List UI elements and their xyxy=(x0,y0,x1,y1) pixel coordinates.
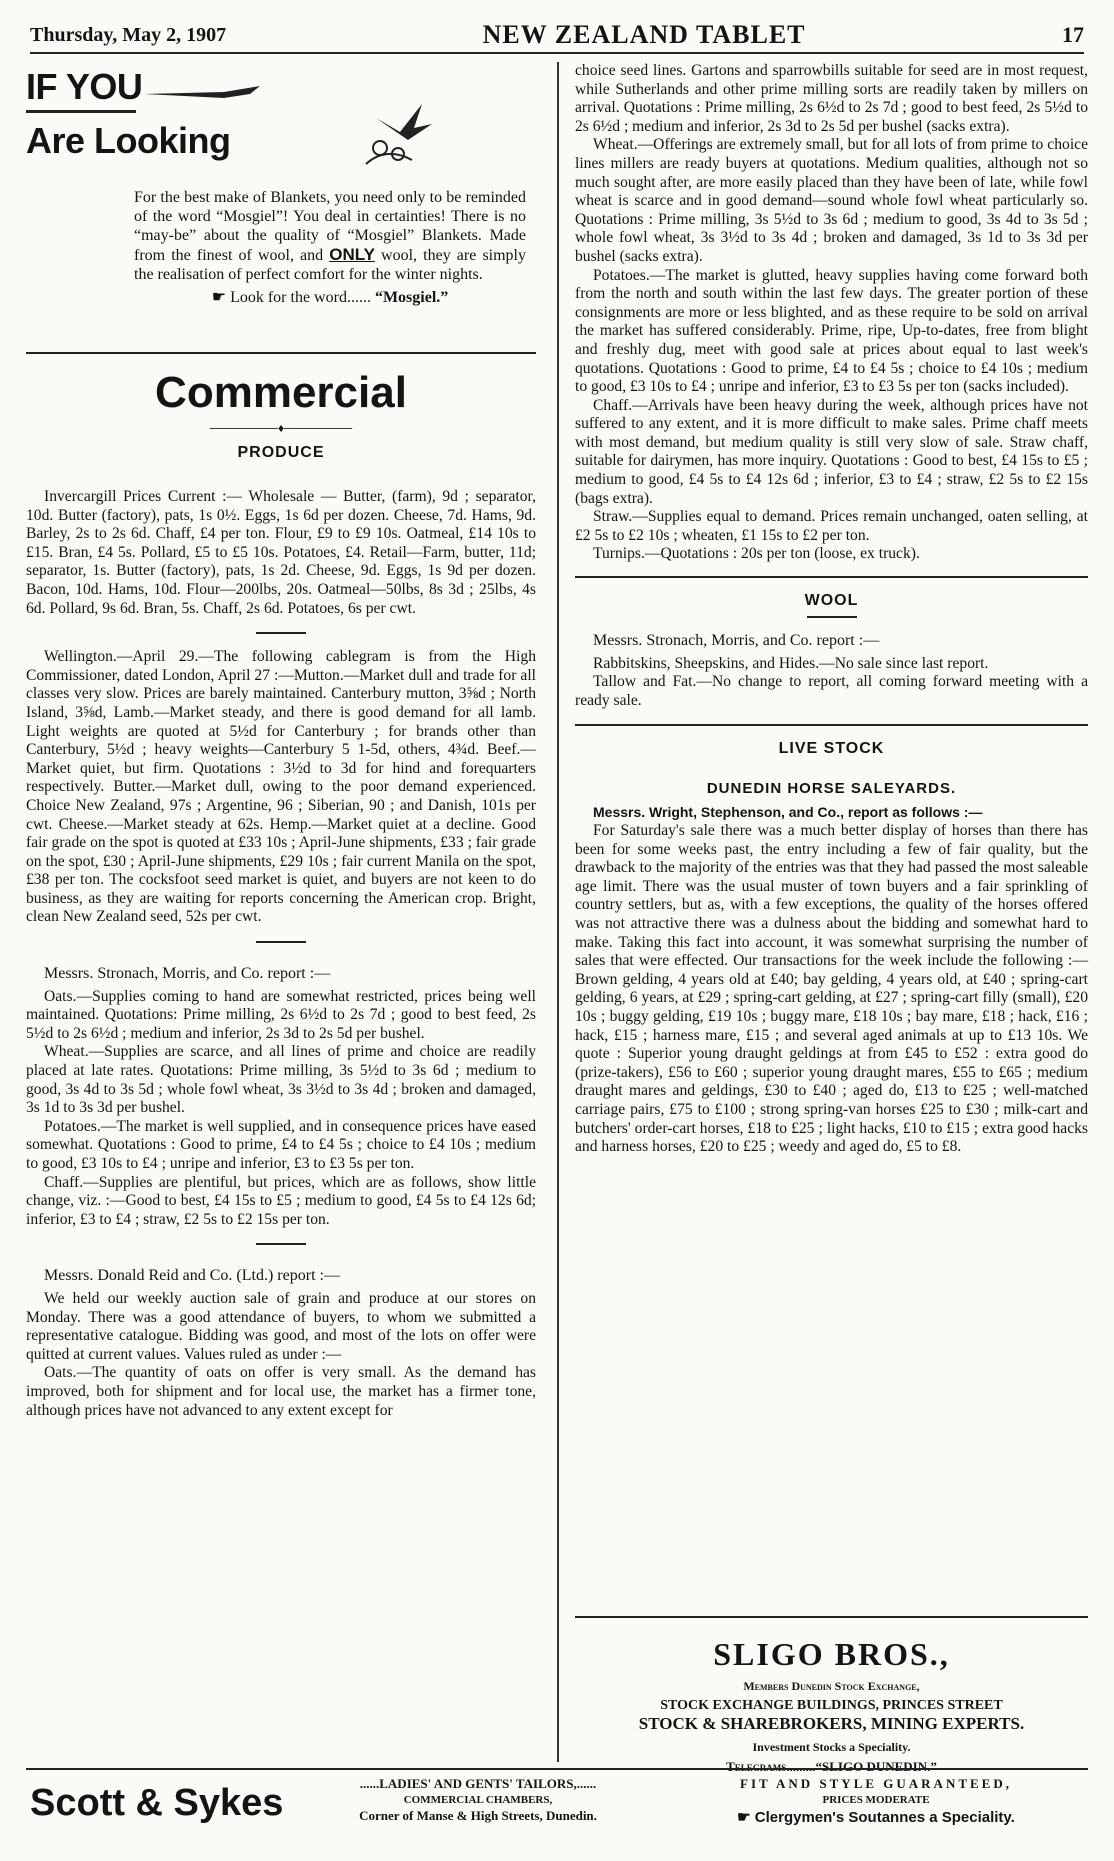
oats-continued: choice seed lines. Gartons and sparrowbills suitable for seed are in most request, while Sutherlands and other prime milling sorts are readily taken by millers on arrival. Quotations : Prime milling, 2s 6½d to 2s 7d ; good to best feed, 2s 5½d to 2s 6½d ; medium and inferior, 2s 3d to 2s 5d per bushel (sacks extra). xyxy=(575,62,1088,135)
reid-potatoes: Potatoes.—The market is glutted, heavy supplies having come forward both from the north and south within the last few days. The greater portion of these consignments are more or less blighted, and as these require to be sold on arrival the market has suffered considerably. Prime, ripe, Up-to-dates, free from blight and freshly dug, meet with good sale at prices about equal to last week's quotations. Quotations : Good to prime, £4 to £4 5s ; choice to £4 10s ; medium to good, £3 10s to £4 ; unripe and inferior, £3 to £3 5s per ton (sacks included). xyxy=(575,266,1088,396)
page-header xyxy=(30,18,1084,54)
chambers-line: COMMERCIAL CHAMBERS, xyxy=(403,1794,553,1806)
right-column xyxy=(575,62,1088,1774)
sligo-brokers: STOCK & SHAREBROKERS, MINING EXPERTS. xyxy=(638,1714,1025,1733)
corner-line: Corner of Manse & High Streets, Dunedin. xyxy=(359,1808,597,1823)
livestock-heading: LIVE STOCK xyxy=(778,740,885,758)
title-ornament: ────────♦──────── xyxy=(209,421,353,435)
pointing-hand-icon: ☛ xyxy=(737,1809,751,1826)
produce-heading: PRODUCE xyxy=(237,444,325,461)
ad-body: For the best make of Blankets, you need only to be reminded of the word “Mosgiel”! You deal in certainties! There is no “may-be” about the quality of “Mosgiel” Blankets. Made from the finest of wool, and ONLY wool, they are simply the realisation of perfect comfort for the winter nights. ☛ Look for the word...... “Mosgiel.” xyxy=(134,189,527,306)
divider xyxy=(256,632,306,634)
stronach-chaff: Chaff.—Supplies are plentiful, but prices, which are as follows, show little change, viz. :—Good to best, £4 15s to £5 ; medium to good, £4 5s to £4 12s 6d; inferior, £3 to £4 ; straw, £2 5s to £2 15s per ton. xyxy=(26,1173,536,1228)
hand-pointer-icon xyxy=(144,80,264,102)
commercial-title: Commercial xyxy=(155,368,407,417)
stronach-wheat: Wheat.—Supplies are scarce, and all lines of prime and choice are readily placed at late rates. Quotations: Prime milling, 3s 5½d to 3s 6d ; medium to good, 3s 4d to 3s 5d ; whole fowl wheat, 3s 3½d to 3s 4d ; broken and damaged, 3s 1d to 3s 3d per bushel. xyxy=(26,1043,536,1117)
section-rule xyxy=(575,576,1088,578)
horse-sale-report: For Saturday's sale there was a much better display of horses than there has been for some weeks past, the entry including a few of fair quality, but the drawback to the majority of the entries was that they had passed the most saleable age limit. There was the usual muster of town buyers and a fair sprinkling of country settlers, but as, with a few exceptions, the quality of the horses offered was not attractive there was a dulness about the bidding and somewhat hard to make. Taking this fact into account, it was somewhat surprising the number of sales that were effected. Our transactions for the week include the following :—Brown gelding, 4 years old at £40; bay gelding, 4 years old, at £40 ; spring-cart gelding, 6 years, at £29 ; spring-cart gelding, at £27 ; spring-cart filly (small), £20 10s ; buggy gelding, £19 10s ; buggy mare, £18 10s ; bay mare, £18 ; hack, £16 ; hack, £15 ; harness mare, £15 ; and several aged animals at up to £13 10s. We quote : Superior young draught geldings at from £45 to £52 : extra good do (prize-takers), £56 to £60 ; superior young draught mares, £55 to £65 ; medium draught mares and geldings, £30 to £40 ; aged do, £13 to £25 ; well-matched carriage pairs, £75 to £100 ; strong spring-van horses £25 to £30 ; milk-cart and butchers' order-cart horses, £18 to £25 ; light hacks, £10 to £15 ; extra good hacks and harness horses, £20 to £25 ; weedy and aged do, £5 to £8. xyxy=(575,822,1088,1156)
firm-name: Scott & Sykes xyxy=(30,1782,284,1824)
sligo-ad xyxy=(575,1616,1088,1782)
mosgiel-ad xyxy=(26,62,536,354)
ad-underline xyxy=(26,110,136,113)
stronach-potatoes: Potatoes.—The market is well supplied, and in consequence prices have eased somewhat. Quotations : Good to prime, £4 to £4 5s ; choice to £4 10s ; medium to good, £3 10s to £4 ; unripe and inferior, £3 to £3 5s per ton. xyxy=(26,1117,536,1172)
wool-heading: WOOL xyxy=(804,592,859,610)
reid-oats: Oats.—The quantity of oats on offer is very small. As the demand has improved, both for shipment and for local use, the market has a firmer tone, although prices have not advanced to any extent except for xyxy=(26,1364,536,1419)
ad-title-line2: Are Looking xyxy=(26,120,231,161)
wool-tallow: Tallow and Fat.—No change to report, all coming forward meeting with a ready sale. xyxy=(575,673,1088,709)
reid-straw: Straw.—Supplies equal to demand. Prices remain unchanged, oaten selling, at £2 5s to £2 10s ; wheaten, £1 15s to £2 per ton. xyxy=(575,508,1088,544)
ad-only: ONLY xyxy=(329,245,375,264)
sligo-name: SLIGO BROS., xyxy=(713,1636,950,1672)
wright-report-heading: Messrs. Wright, Stephenson, and Co., report as follows :— xyxy=(593,804,983,821)
reid-wheat: Wheat.—Offerings are extremely small, but for all lots of from prime to choice lines millers are ready buyers at quotations. Medium qualities, although not so much sought after, are more easily placed than they have been of late, while fowl wheat is scarce and in good demand—sound whole fowl wheat particularly so. Quotations : Prime milling, 3s 5½d to 3s 6d ; medium to good, 3s 4d to 3s 5d ; whole fowl wheat, 3s 3½d to 3s 4d ; broken and damaged, 3s 1d to 3s 3d per bushel (sacks extra). xyxy=(575,136,1088,265)
stronach-report-heading: Messrs. Stronach, Morris, and Co. report :— xyxy=(44,965,331,983)
sligo-address: STOCK EXCHANGE BUILDINGS, PRINCES STREET xyxy=(660,1698,1003,1713)
newspaper-title: NEW ZEALAND TABLET xyxy=(482,20,806,49)
divider xyxy=(807,616,857,618)
wellington-cablegram: Wellington.—April 29.—The following cablegram is from the High Commissioner, dated London, April 27 :—Mutton.—Market dull and trade for all classes very slow. Prices are barely maintained. Canterbury mutton, 3⅝d ; North Island, 3⅝d, Lamb.—Market steady, and there is good demand for all lamb. Light weights are quoted at 5½d for Canterbury ; for brands other than Canterbury, 5½d ; heavy weights—Canterbury 5 1-5d, others, 4¾d. Beef.—Market quiet, but firm. Quotations : 3½d to 3d for hind and forequarters respectively. Butter.—Market dull, owing to the poor demand experienced. Choice New Zealand, 97s ; Argentine, 96 ; Siberian, 90 ; and Danish, 101s per cwt. Cheese.—Market steady at 62s. Hemp.—Market quiet at a decline. Good fair grade on the spot is quoted at £33 10s ; April-June shipments, £33 ; fair grade on the spot, £30 ; April-June shipments, £29 10s ; fair current Manila on the spot, £38 per ton. The cocksfoot seed market is quiet, and buyers are not keen to do business, as they are waiting for reports concerning the American crop. Bright, clean New Zealand seed, 52s per cwt. xyxy=(26,648,536,926)
prices-line: PRICES MODERATE xyxy=(822,1794,930,1806)
ad-title-line1: IF YOU xyxy=(26,66,143,107)
pointing-hand-icon: ☛ xyxy=(211,289,227,306)
bird-flower-icon xyxy=(356,98,436,168)
fit-line: FIT AND STYLE GUARANTEED, xyxy=(740,1776,1012,1791)
reid-report-heading: Messrs. Donald Reid and Co. (Ltd.) report :— xyxy=(44,1267,340,1285)
divider xyxy=(256,1243,306,1245)
clergy-line: ☛ Clergymen's Soutannes a Speciality. xyxy=(737,1809,1015,1826)
column-divider xyxy=(557,62,559,1762)
wool-report-heading: Messrs. Stronach, Morris, and Co. report :— xyxy=(593,632,880,650)
sligo-telegrams: Telegrams.........“SLIGO DUNEDIN.” xyxy=(726,1759,937,1774)
reid-chaff: Chaff.—Arrivals have been heavy during the week, although prices have not suffered to any extent, and it is more difficult to make sales. Prime chaff meets with most demand, but medium quality is still very slow of sale. Straw chaff, suitable for dairymen, has more inquiry. Quotations : Good to best, £4 15s to £5 ; medium to good, £4 5s to £4 12s 6d ; inferior, £3 to £4 ; straw, £2 5s to £2 15s (bags extra). xyxy=(575,396,1088,507)
tailors-line: ......LADIES' AND GENTS' TAILORS,...... xyxy=(359,1776,597,1791)
reid-turnips: Turnips.—Quotations : 20s per ton (loose, ex truck). xyxy=(593,545,920,563)
invercargill-prices: Invercargill Prices Current :— Wholesale — Butter, (farm), 9d ; separator, 10d. Butter (factory), pats, 1s 0½. Eggs, 1s 6d per dozen. Cheese, 7d. Hams, 9d. Barley, 2s to 2s 6d. Chaff, £4 per ton. Flour, £9 to £9 10s. Oatmeal, £14 10s to £15. Bran, £4 5s. Pollard, £5 to £5 10s. Potatoes, £4. Retail—Farm, butter, 11d; separator, 1s. Butter (factory), pats, 1s 2d. Cheese, 9d. Eggs, 1s 9d per dozen. Bacon, 10d. Hams, 10d. Flour—200lbs, 20s. Oatmeal—50lbs, 8s 3d ; 25lbs, 4s 6d. Pollard, 9s 6d. Bran, 5s. Chaff, 2s 6d. Potatoes, 6s per cwt. xyxy=(26,488,536,617)
page-number: 17 xyxy=(1062,22,1084,47)
wool-rabbitskins: Rabbitskins, Sheepskins, and Hides.—No sale since last report. xyxy=(593,654,989,672)
reid-auction-text: We held our weekly auction sale of grain and produce at our stores on Monday. There was a good attendance of buyers, to whom we submitted a representative catalogue. Bidding was good, and most of the lots on offer were quitted at current values. Values ruled as under :— xyxy=(26,1289,536,1363)
divider xyxy=(256,941,306,943)
issue-date: Thursday, May 2, 1907 xyxy=(30,23,227,46)
section-rule xyxy=(575,724,1088,726)
scott-sykes-ad xyxy=(26,1768,1088,1840)
sligo-members: Members Dunedin Stock Exchange, xyxy=(743,1679,920,1693)
sligo-speciality: Investment Stocks a Speciality. xyxy=(752,1740,911,1754)
stronach-oats: Oats.—Supplies coming to hand are somewhat restricted, prices being well maintained. Quotations: Prime milling, 2s 6½d to 2s 7d ; good to best feed, 2s 5½d to 2s 6½d ; medium and inferior, 2s 3d to 2s 5d per bushel. xyxy=(26,987,536,1042)
saleyards-heading: DUNEDIN HORSE SALEYARDS. xyxy=(706,780,957,798)
left-column xyxy=(26,62,536,1762)
